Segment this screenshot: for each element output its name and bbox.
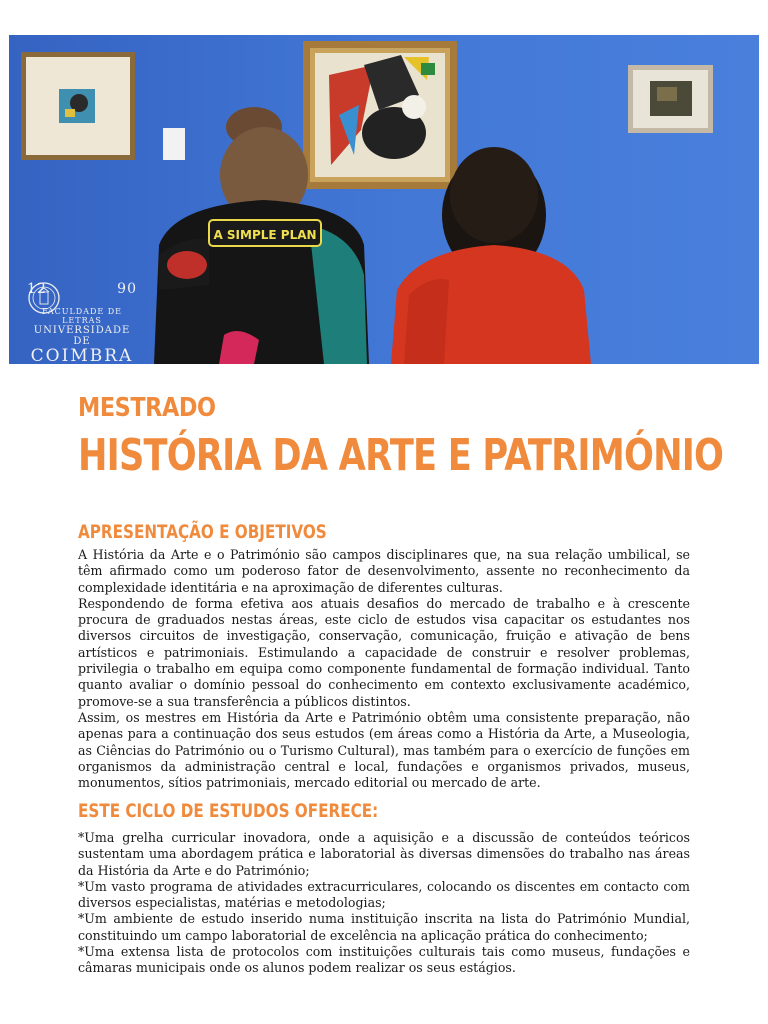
list-item: *Um vasto programa de atividades extracurriculares, colocando os discentes em contacto com diversos especialistas, matérias e metodologias; <box>78 878 690 911</box>
logo-faculty: FACULDADE DE LETRAS <box>41 307 123 325</box>
seal-icon <box>27 281 61 315</box>
hero-photo <box>9 35 759 364</box>
logo-year-left: 12 <box>27 281 47 297</box>
page-title: HISTÓRIA DA ARTE E PATRIMÓNIO <box>78 430 724 481</box>
list-item: *Um ambiente de estudo inserido numa instituição inscrita na lista do Património Mundial, constituindo um campo laboratorial de excelência na aplicação prática do conhecimento; <box>78 911 690 943</box>
section-heading-offers: ESTE CICLO DE ESTUDOS OFERECE: <box>78 800 379 822</box>
section-heading-objectives: APRESENTAÇÃO E OBJETIVOS <box>78 521 327 543</box>
paragraph: Assim, os mestres em História da Arte e Património obtêm uma consistente preparação, não apenas para a continuação dos seus estudos (em áreas como a História da Arte, a Museologia, as Ciências do Património ou o Turismo Cultural), mas também para o exercício de funções em organismos da administração central e local, fundações e organismos privados, museus, monumentos, sítios patrimoniais, mercado editorial ou mercado de arte. <box>78 709 690 791</box>
painting-right <box>628 65 713 133</box>
painting-left <box>21 52 135 160</box>
jacket-print: A SIMPLE PLAN <box>213 228 317 242</box>
logo-university: UNIVERSIDADE DE <box>33 325 131 347</box>
degree-type: MESTRADO <box>78 393 216 423</box>
university-logo <box>27 281 137 364</box>
paragraph: Respondendo de forma efetiva aos atuais desafios do mercado de trabalho e à crescente procura de graduados nestas áreas, este ciclo de estudos visa capacitar os estudantes nos diversos circuitos de investigação, conservação, comunicação, fruição e ativação de bens artísticos e patrimoniais. Estimulando a capacidade de construir e resolver problemas, privilegia o trabalho em equipa como componente fundamental de formação individual. Tanto quanto avaliar o domínio pessoal do conhecimento em contexto exclusivamente académico, promove-se a sua transferência a públicos distintos. <box>78 595 690 709</box>
paragraph: A História da Arte e o Património são campos disciplinares que, na sua relação umbilical, se têm afirmado como um poderoso fator de desenvolvimento, assente no reconhecimento da complexidade identitária e na aproximação de diferentes culturas. <box>78 547 690 595</box>
list-item: *Uma extensa lista de protocolos com instituições culturais tais como museus, fundações e câmaras municipais onde os alunos podem realizar os seus estágios. <box>78 944 690 976</box>
offers-list <box>78 830 690 977</box>
logo-city: COIMBRA <box>30 346 134 364</box>
wall-label <box>163 128 185 160</box>
logo-year-right: 90 <box>117 281 137 297</box>
painting-center <box>303 41 457 189</box>
list-item: *Uma grelha curricular inovadora, onde a aquisição e a discussão de conteúdos teóricos sustentam uma abordagem prática e laboratorial às diversas dimensões do trabalho nas áreas da História da Arte e do Património; <box>78 830 690 878</box>
objectives-text <box>78 547 690 791</box>
